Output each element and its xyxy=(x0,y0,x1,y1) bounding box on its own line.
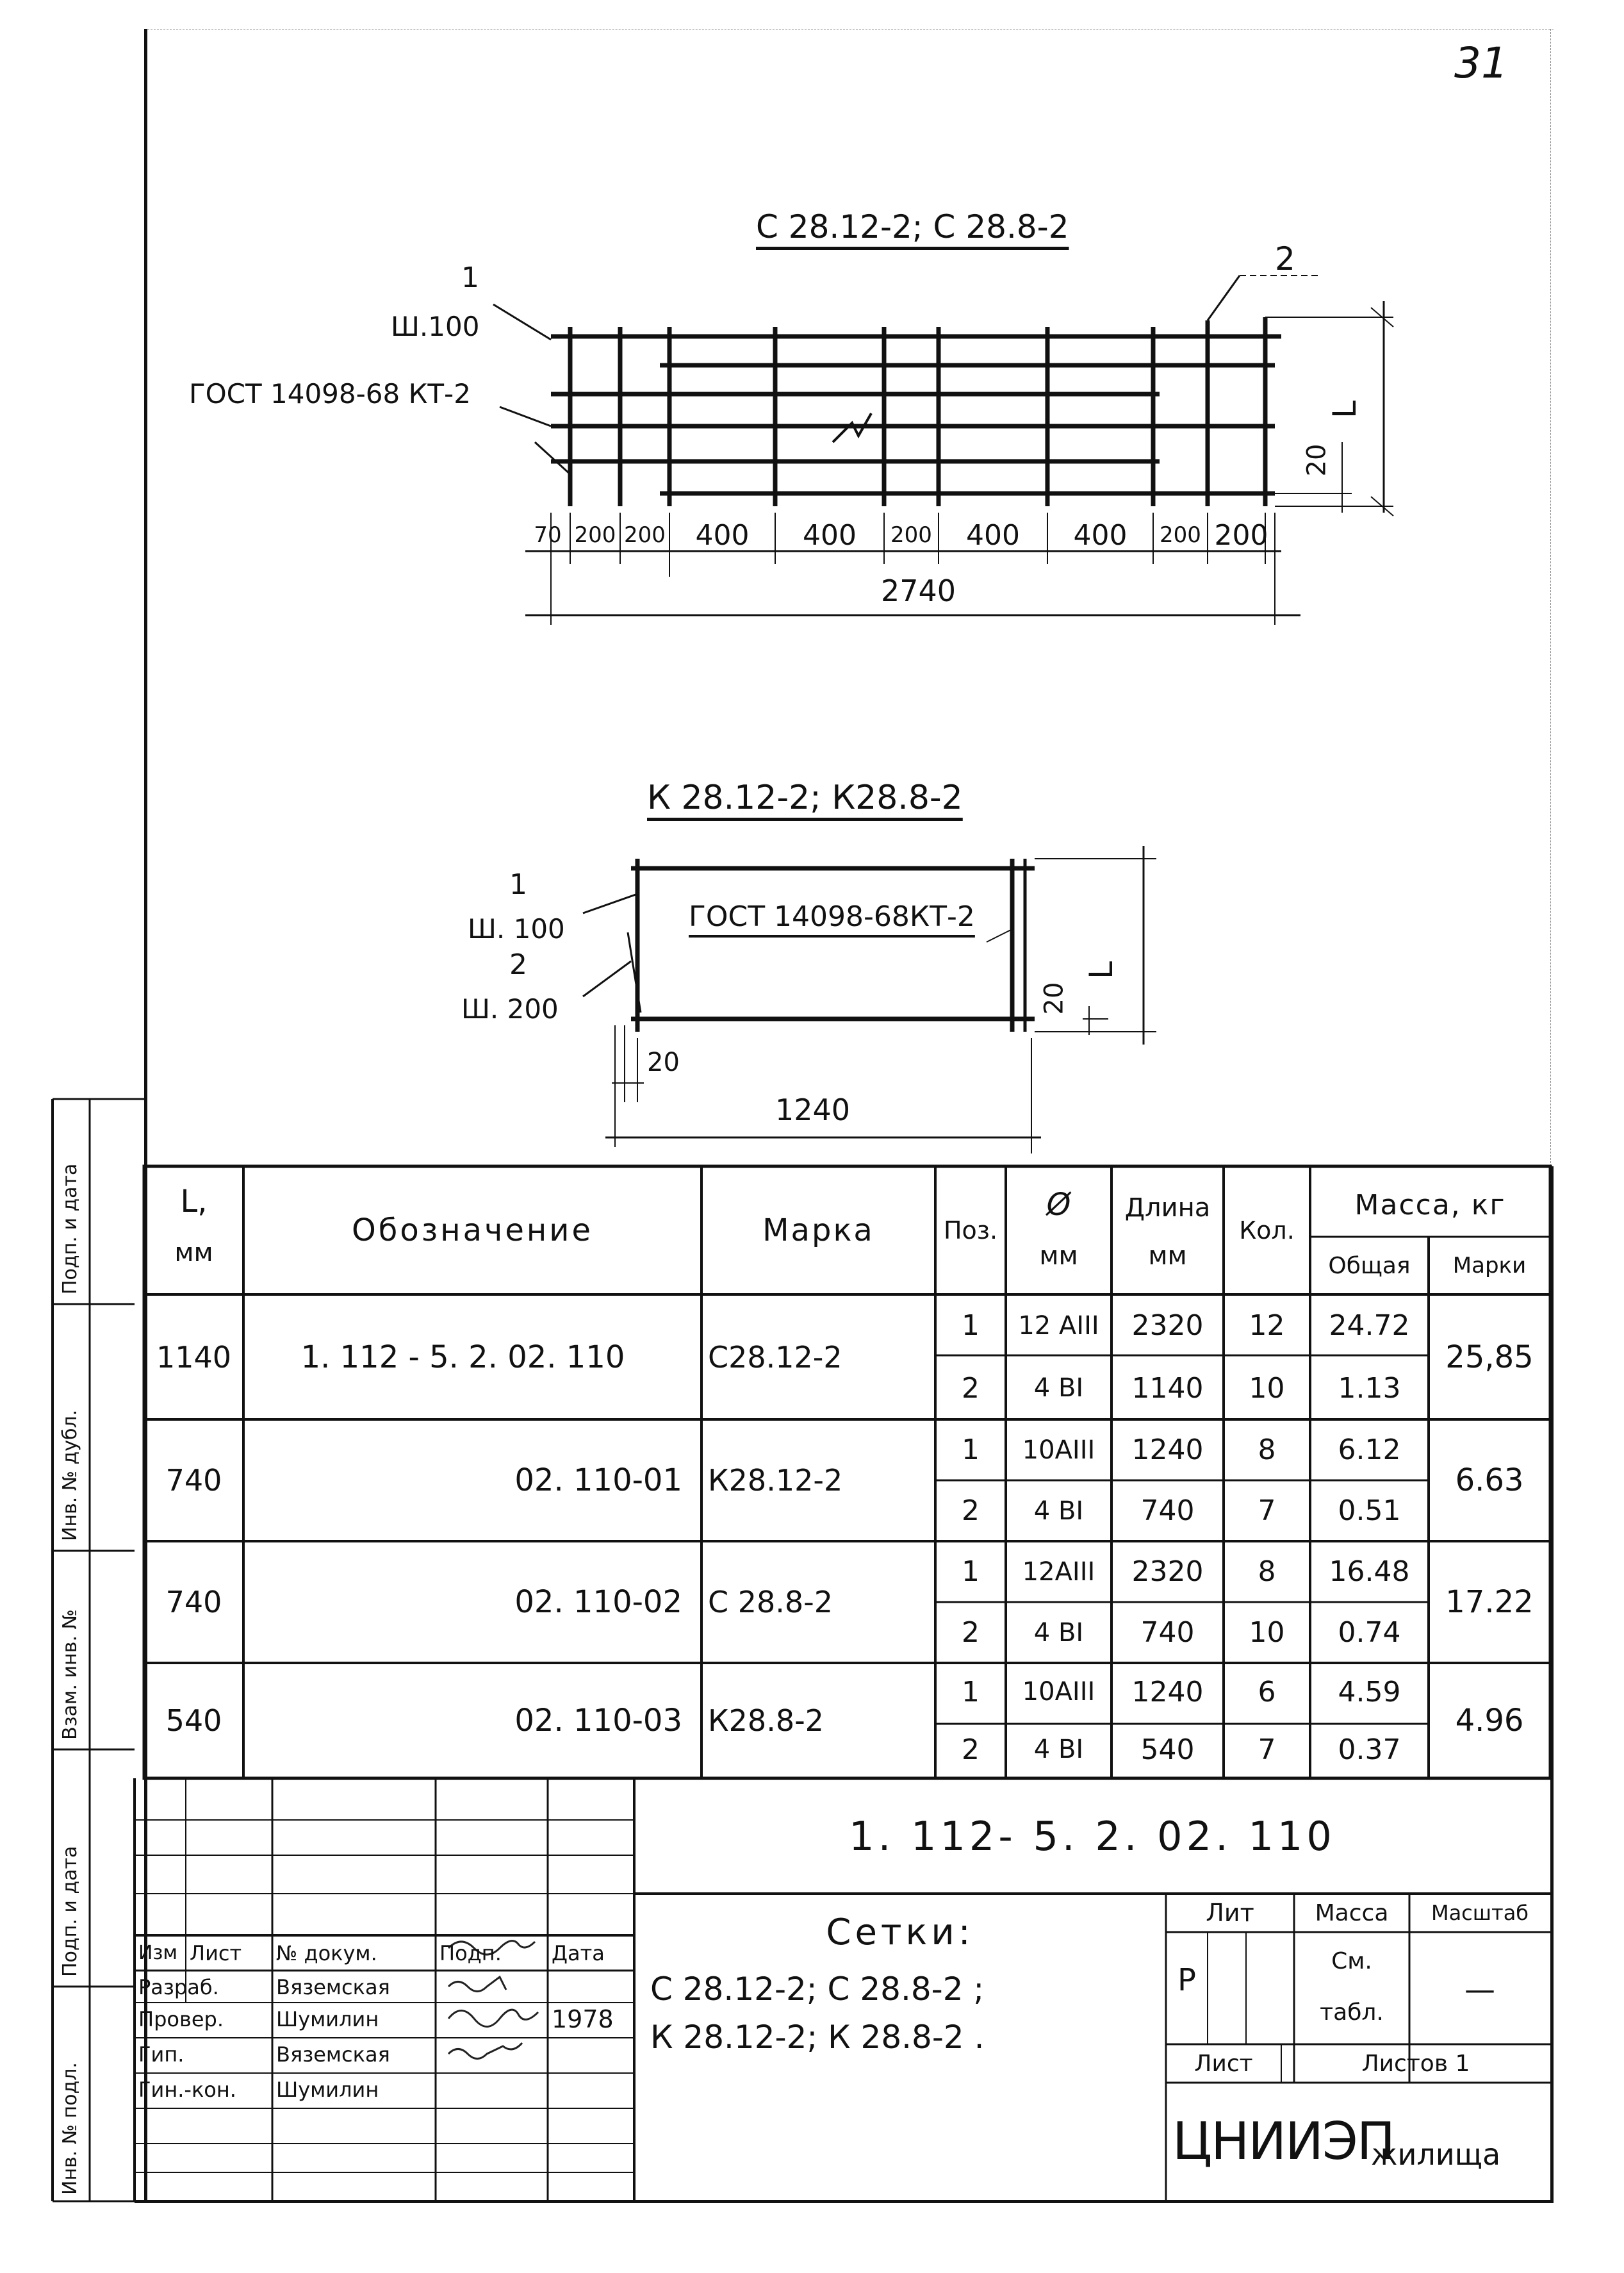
row-length: 740 xyxy=(1140,1616,1195,1649)
mesh-k-pos2-label: 2 xyxy=(509,948,527,981)
row-pos: 2 xyxy=(962,1371,980,1405)
mesh-k-total: 1240 xyxy=(775,1093,851,1127)
mesh-c-spacing: 400 xyxy=(803,518,857,552)
header-pos: Поз. xyxy=(943,1216,998,1244)
row-mass-mark: 4.96 xyxy=(1455,1703,1524,1739)
row-mass: 0.37 xyxy=(1338,1733,1401,1766)
mesh-c-spacing: 70 xyxy=(534,522,562,548)
mesh-c-spacing: 200 xyxy=(1214,518,1268,552)
mesh-c-spacing: 400 xyxy=(966,518,1020,552)
sheet-label: Лист xyxy=(1194,2050,1253,2077)
mesh-c-spacing: 400 xyxy=(1073,518,1128,552)
doc-code: 1. 112- 5. 2. 02. 110 xyxy=(849,1812,1336,1860)
mesh-k-gost: ГОСТ 14098-68КТ-2 xyxy=(689,900,975,933)
row-qty: 10 xyxy=(1249,1616,1285,1649)
header-mass-total: Общая xyxy=(1328,1252,1411,1279)
row-pos: 2 xyxy=(962,1616,980,1649)
row-mass: 0.51 xyxy=(1338,1494,1401,1527)
row-pos: 1 xyxy=(962,1434,980,1466)
row-diam: 4 ВI xyxy=(1033,1373,1084,1403)
product-line-2: К 28.12-2; К 28.8-2 . xyxy=(650,2019,985,2056)
col-header-doc: № докум. xyxy=(276,1940,377,1965)
header-mass: Масса, кг xyxy=(1354,1188,1506,1221)
staff-name: Вяземская xyxy=(276,2042,390,2067)
mesh-c-spacing: 200 xyxy=(890,522,932,548)
row-pos: 2 xyxy=(962,1494,980,1527)
header-qty: Кол. xyxy=(1239,1216,1295,1244)
mesh-c-spacing: 200 xyxy=(1160,522,1201,548)
mesh-k-pos1-label: 1 xyxy=(509,868,527,901)
mesh-k-dim-20-right: 20 xyxy=(1039,982,1069,1015)
row-length: 1140 xyxy=(1131,1371,1204,1405)
header-diam: Ø xyxy=(1046,1187,1071,1223)
sheets-label: Листов 1 xyxy=(1361,2050,1470,2077)
col-header-list: Лист xyxy=(190,1940,242,1965)
row-mass: 16.48 xyxy=(1329,1555,1410,1588)
staff-role: Разраб. xyxy=(138,1975,219,1999)
row-pos: 1 xyxy=(962,1555,980,1588)
staff-role: Гин.-кон. xyxy=(138,2078,236,2102)
row-mark: К28.12-2 xyxy=(708,1463,843,1498)
mesh-c-dim-20: 20 xyxy=(1302,443,1332,477)
mesh-c-title: С 28.12-2; С 28.8-2 xyxy=(756,208,1069,245)
row-qty: 8 xyxy=(1258,1555,1276,1588)
product-line-1: С 28.12-2; С 28.8-2 ; xyxy=(650,1971,985,2008)
row-pos: 2 xyxy=(962,1733,980,1766)
staff-role: Провер. xyxy=(138,2007,224,2031)
mesh-k-dim-L: L xyxy=(1082,961,1120,979)
mesh-c-spacing: 400 xyxy=(695,518,750,552)
lit-label: Лит xyxy=(1206,1899,1254,1927)
row-qty: 6 xyxy=(1258,1675,1276,1708)
scale-label: Масштаб xyxy=(1431,1901,1529,1925)
staff-name: Шумилин xyxy=(276,2078,379,2102)
side-field-sign-date-2: Подп. и дата xyxy=(59,1846,81,1977)
header-length-unit: мм xyxy=(1148,1241,1187,1271)
mesh-c-gost: ГОСТ 14098-68 КТ-2 xyxy=(189,378,471,409)
row-length: 740 xyxy=(1140,1494,1195,1527)
staff-date: 1978 xyxy=(552,2005,614,2033)
org-main: ЦНИИЭП xyxy=(1172,2112,1394,2171)
staff-role: Гип. xyxy=(138,2042,185,2067)
org-sub: жилища xyxy=(1371,2137,1501,2172)
row-qty: 12 xyxy=(1249,1309,1285,1343)
row-diam: 10АIII xyxy=(1022,1435,1095,1465)
row-diam: 4 ВI xyxy=(1033,1735,1084,1764)
col-header-izm: Изм xyxy=(138,1942,178,1964)
header-L-unit: мм xyxy=(174,1238,213,1268)
header-length: Длина xyxy=(1124,1193,1211,1223)
row-mass: 0.74 xyxy=(1338,1616,1401,1649)
mesh-c-spacing: 200 xyxy=(574,522,616,548)
side-field-sign-date-1: Подп. и дата xyxy=(59,1163,81,1294)
row-diam: 12 АIII xyxy=(1018,1310,1099,1341)
col-header-sign: Подп. xyxy=(439,1940,502,1965)
row-qty: 10 xyxy=(1249,1371,1285,1405)
row-mass: 1.13 xyxy=(1338,1371,1401,1405)
row-qty: 7 xyxy=(1258,1494,1276,1527)
mesh-c-pos1-spacing: Ш.100 xyxy=(391,311,480,342)
row-diam: 10АIII xyxy=(1022,1677,1095,1707)
lit-value: Р xyxy=(1177,1962,1196,1998)
mesh-k-title: К 28.12-2; К28.8-2 xyxy=(647,779,963,817)
row-mark: С 28.8-2 xyxy=(708,1585,833,1619)
row-pos: 1 xyxy=(962,1309,980,1343)
row-L: 1140 xyxy=(156,1339,232,1375)
row-length: 540 xyxy=(1140,1733,1195,1766)
row-designation: 02. 110-02 xyxy=(514,1584,682,1620)
row-mass-mark: 25,85 xyxy=(1445,1339,1534,1375)
row-mass-mark: 17.22 xyxy=(1445,1584,1534,1620)
header-mark: Марка xyxy=(762,1212,874,1248)
scale-value: — xyxy=(1464,1972,1495,2008)
row-mark: С28.12-2 xyxy=(708,1339,842,1375)
row-length: 2320 xyxy=(1131,1309,1204,1343)
row-length: 1240 xyxy=(1131,1675,1204,1708)
row-mass: 4.59 xyxy=(1338,1675,1401,1708)
staff-name: Вяземская xyxy=(276,1975,390,1999)
staff-date xyxy=(548,2073,634,2106)
mesh-c-pos2-label: 2 xyxy=(1275,240,1295,277)
row-diam: 12АIII xyxy=(1022,1557,1095,1587)
header-L: L, xyxy=(180,1184,208,1219)
header-mass-mark: Марки xyxy=(1452,1253,1527,1278)
row-mass-mark: 6.63 xyxy=(1455,1462,1524,1498)
mesh-k-dim-20-left: 20 xyxy=(647,1048,680,1077)
row-L: 740 xyxy=(165,1463,222,1498)
mesh-c-dim-L: L xyxy=(1325,401,1363,418)
row-pos: 1 xyxy=(962,1675,980,1708)
row-qty: 7 xyxy=(1258,1733,1276,1766)
row-diam: 4 ВI xyxy=(1033,1496,1084,1526)
row-length: 1240 xyxy=(1131,1434,1204,1466)
side-field-inv-dup: Инв. № дубл. xyxy=(59,1409,81,1541)
staff-name: Шумилин xyxy=(276,2007,379,2031)
product-title: Сетки: xyxy=(826,1911,974,1953)
side-field-replace-inv: Взам. инв. № xyxy=(59,1609,81,1740)
staff-date xyxy=(548,2038,634,2071)
mesh-c-total: 2740 xyxy=(881,574,956,608)
mass-value-1: См. xyxy=(1331,1947,1372,1974)
mesh-c-pos1-label: 1 xyxy=(461,261,479,294)
page-number: 31 xyxy=(1454,38,1508,88)
mesh-k-pos1-spacing: Ш. 100 xyxy=(468,913,565,945)
row-mass: 24.72 xyxy=(1329,1309,1410,1343)
row-L: 540 xyxy=(165,1703,222,1738)
side-field-inv-orig: Инв. № подл. xyxy=(59,2062,81,2195)
row-length: 2320 xyxy=(1131,1555,1204,1588)
row-designation: 02. 110-03 xyxy=(514,1703,682,1739)
row-designation: 02. 110-01 xyxy=(514,1462,682,1498)
mass-label: Масса xyxy=(1315,1899,1389,1926)
mesh-c-spacing: 200 xyxy=(624,522,666,548)
row-designation: 1. 112 - 5. 2. 02. 110 xyxy=(300,1339,625,1375)
mesh-k-pos2-spacing: Ш. 200 xyxy=(461,993,559,1025)
staff-date xyxy=(548,1971,634,2004)
header-designation: Обозначение xyxy=(351,1212,594,1248)
row-qty: 8 xyxy=(1258,1434,1276,1466)
col-header-date: Дата xyxy=(552,1940,605,1965)
row-mass: 6.12 xyxy=(1338,1434,1401,1466)
mass-value-2: табл. xyxy=(1320,1999,1384,2026)
row-mark: К28.8-2 xyxy=(708,1703,824,1738)
row-diam: 4 ВI xyxy=(1033,1617,1084,1648)
header-diam-unit: мм xyxy=(1039,1241,1078,1271)
row-L: 740 xyxy=(165,1585,222,1619)
